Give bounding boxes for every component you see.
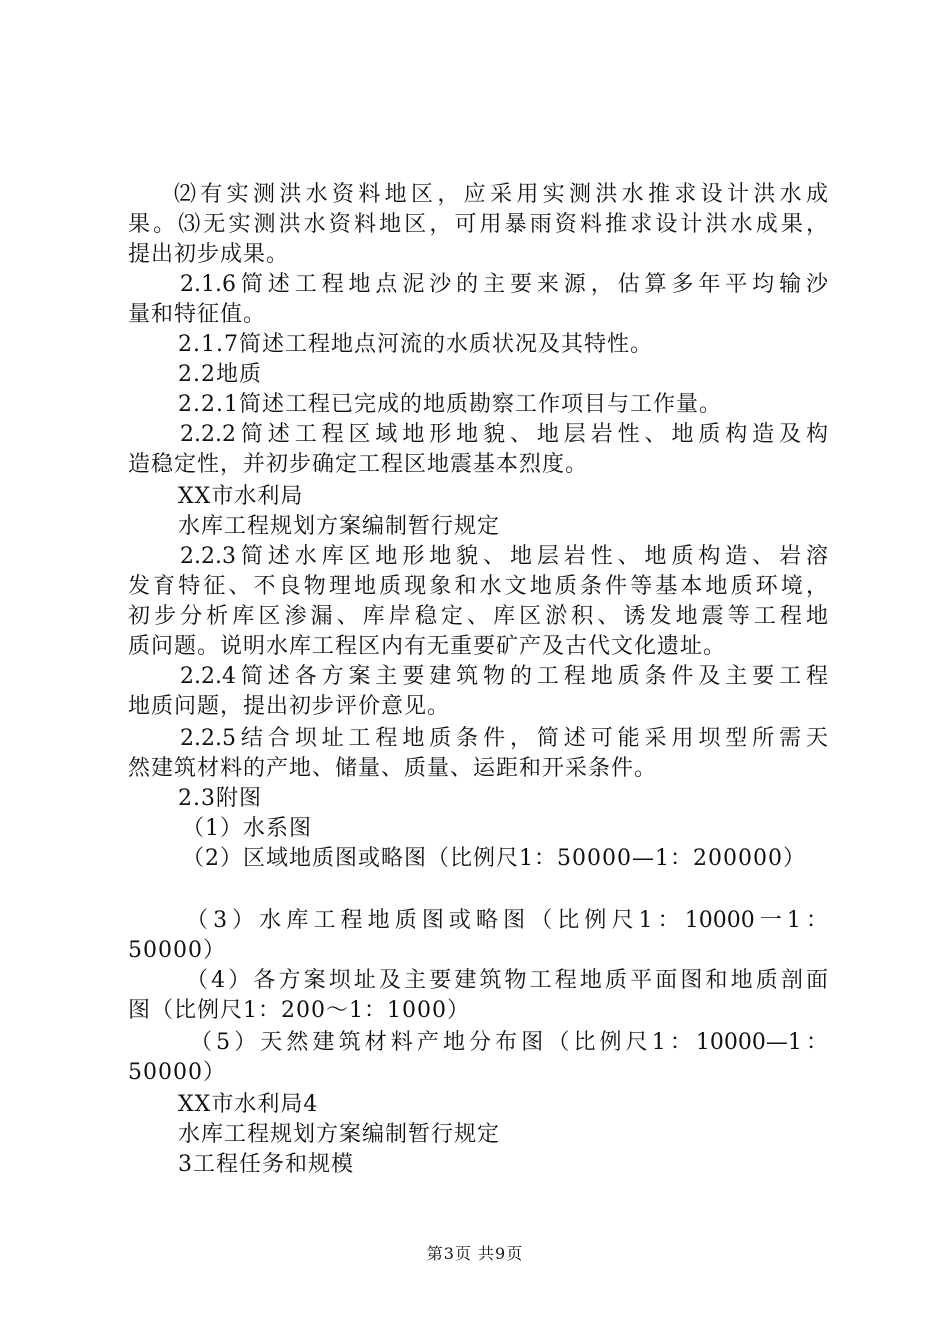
- text-line: 造稳定性，并初步确定工程区地震基本烈度。: [128, 452, 589, 477]
- text-line: 2.2.1简述工程已完成的地质勘察工作项目与工作量。: [178, 392, 722, 417]
- running-header-org: XX市水利局4: [178, 1092, 319, 1117]
- text-line: 果。⑶无实测洪水资料地区，可用暴雨资料推求设计洪水成果，: [128, 212, 828, 237]
- text-line: 量和特征值。: [128, 302, 267, 327]
- list-item: （4）各方案坝址及主要建筑物工程地质平面图和地质剖面: [186, 968, 828, 993]
- section-heading: 2.3附图: [178, 786, 262, 811]
- text-line: 然建筑材料的产地、储量、质量、运距和开采条件。: [128, 756, 658, 781]
- text-line: 2.1.6简述工程地点泥沙的主要来源，估算多年平均输沙: [180, 272, 828, 297]
- text-line: 2.2.4简述各方案主要建筑物的工程地质条件及主要工程: [180, 664, 828, 689]
- text-line: 发育特征、不良物理地质现象和水文地质条件等基本地质环境，: [128, 574, 828, 599]
- section-heading: 3工程任务和规模: [178, 1152, 354, 1177]
- text-line: 质问题。说明水库工程区内有无重要矿产及古代文化遗址。: [128, 634, 727, 659]
- section-heading: 2.2地质: [178, 362, 262, 387]
- list-item: （3）水库工程地质图或略图（比例尺1：10000一1：: [186, 908, 828, 933]
- text-line: 2.2.2简述工程区域地形地貌、地层岩性、地质构造及构: [180, 422, 828, 447]
- list-item: （5）天然建筑材料产地分布图（比例尺1：10000—1：: [190, 1030, 828, 1055]
- list-item: （1）水系图: [182, 816, 312, 841]
- text-line: 2.2.5结合坝址工程地质条件，简述可能采用坝型所需天: [180, 726, 828, 751]
- text-line: 2.2.3简述水库区地形地貌、地层岩性、地质构造、岩溶: [180, 544, 828, 569]
- text-line: 50000）: [128, 1060, 226, 1085]
- text-line: 50000）: [128, 938, 226, 963]
- text-line: 地质问题，提出初步评价意见。: [128, 694, 451, 719]
- text-line: 图（比例尺1：200～1：1000）: [128, 998, 470, 1023]
- text-line: 初步分析库区渗漏、库岸稳定、库区淤积、诱发地震等工程地: [128, 604, 828, 629]
- page-footer: 第3页 共9页: [426, 1244, 524, 1263]
- text-line: 提出初步成果。: [128, 242, 290, 267]
- text-line: ⑵有实测洪水资料地区，应采用实测洪水推求设计洪水成: [174, 182, 828, 207]
- running-header-title: 水库工程规划方案编制暂行规定: [178, 1122, 501, 1147]
- text-line: 2.1.7简述工程地点河流的水质状况及其特性。: [178, 332, 653, 357]
- list-item: （2）区域地质图或略图（比例尺1：50000—1：200000）: [182, 846, 806, 871]
- running-header-title: 水库工程规划方案编制暂行规定: [178, 514, 501, 539]
- running-header-org: XX市水利局: [178, 484, 304, 509]
